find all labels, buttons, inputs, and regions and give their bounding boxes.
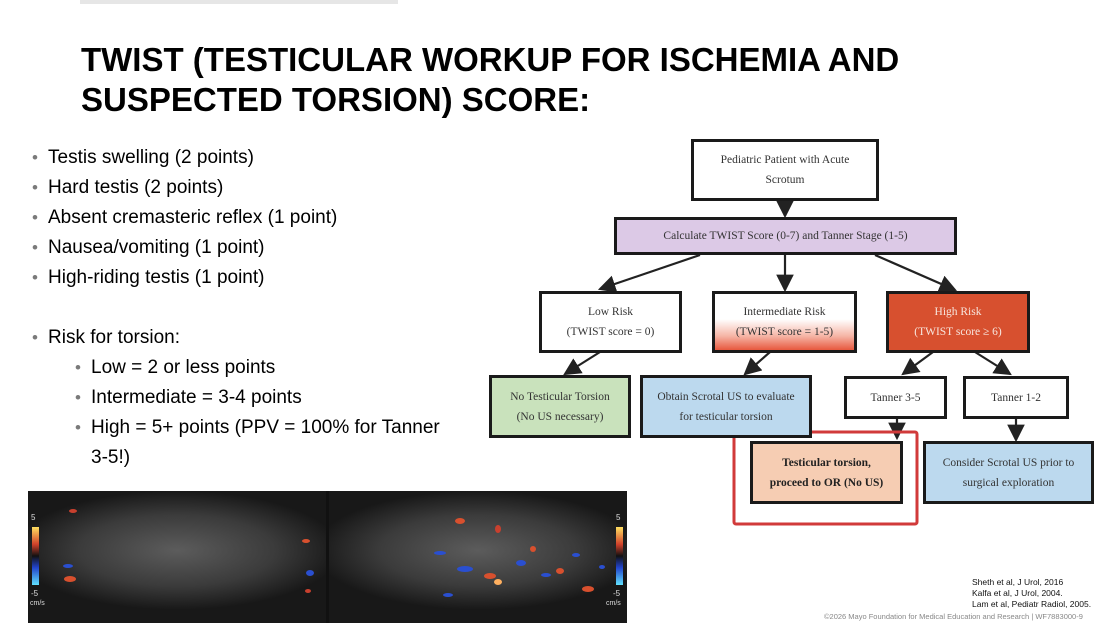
criterion-item: • Nausea/vomiting (1 point) — [28, 233, 448, 263]
twist-flowchart — [485, 130, 1113, 530]
node-start: Pediatric Patient with Acute Scrotum — [691, 139, 879, 201]
node-intermediate-risk: Intermediate Risk (TWIST score = 1-5) — [712, 291, 857, 353]
criterion-item: • High-riding testis (1 point) — [28, 263, 448, 293]
arrow-calc-to-high — [875, 255, 955, 290]
color-scale-left — [32, 527, 39, 585]
score-criteria-list — [28, 143, 448, 473]
node-obtain-us: Obtain Scrotal US to evaluate for testicular torsion — [640, 375, 812, 438]
scale-top-label-left: 5 — [31, 513, 36, 522]
node-consider-us: Consider Scrotal US prior to surgical exploration — [923, 441, 1094, 504]
criterion-item: • Hard testis (2 points) — [28, 173, 448, 203]
node-tanner-1-2: Tanner 1-2 — [963, 376, 1069, 419]
arrow-high-to-tanner35 — [903, 352, 933, 374]
ultrasound-image — [28, 491, 627, 623]
risk-level-item: • High = 5+ points (PPV = 100% for Tanner 3-5!) — [28, 413, 448, 473]
citation: Sheth et al, J Urol, 2016 — [972, 577, 1064, 587]
node-calculate-score: Calculate TWIST Score (0-7) and Tanner Stage (1-5) — [614, 217, 957, 255]
criterion-item: • Testis swelling (2 points) — [28, 143, 448, 173]
arrow-calc-to-low — [600, 255, 700, 289]
node-low-risk: Low Risk (TWIST score = 0) — [539, 291, 682, 353]
risk-heading: • Risk for torsion: — [28, 323, 448, 353]
arrow-high-to-tanner12 — [975, 352, 1010, 374]
node-high-risk: High Risk (TWIST score ≥ 6) — [886, 291, 1030, 353]
slide-title: TWIST (TESTICULAR WORKUP FOR ISCHEMIA AND SUSPECTED TORSION) SCORE: — [81, 41, 900, 118]
arrow-low-to-no-torsion — [565, 352, 600, 374]
color-scale-right — [616, 527, 623, 585]
scale-unit-right: cm/s — [606, 600, 621, 607]
doppler-signals — [63, 509, 605, 597]
scale-top-label-right: 5 — [616, 513, 621, 522]
scale-bottom-label-left: -5 — [31, 589, 39, 598]
top-accent-bar — [80, 0, 398, 4]
citation: Lam et al, Pediatr Radiol, 2005. — [972, 599, 1092, 609]
node-no-torsion: No Testicular Torsion (No US necessary) — [489, 375, 631, 438]
criterion-item: • Absent cremasteric reflex (1 point) — [28, 203, 448, 233]
copyright-footer: ©2026 Mayo Foundation for Medical Education and Research | WF7883000-9 — [824, 612, 1083, 621]
doppler-overlay — [28, 491, 627, 623]
arrow-intermediate-to-us — [745, 352, 770, 374]
risk-level-item: • Intermediate = 3-4 points — [28, 383, 448, 413]
risk-level-item: • Low = 2 or less points — [28, 353, 448, 383]
citation: Kalfa et al, J Urol, 2004. — [972, 588, 1063, 598]
citations — [972, 577, 1091, 610]
scale-unit-left: cm/s — [30, 600, 45, 607]
scale-bottom-label-right: -5 — [613, 589, 621, 598]
node-tanner-3-5: Tanner 3-5 — [844, 376, 947, 419]
node-proceed-to-or: Testicular torsion, proceed to OR (No US) — [750, 441, 903, 504]
